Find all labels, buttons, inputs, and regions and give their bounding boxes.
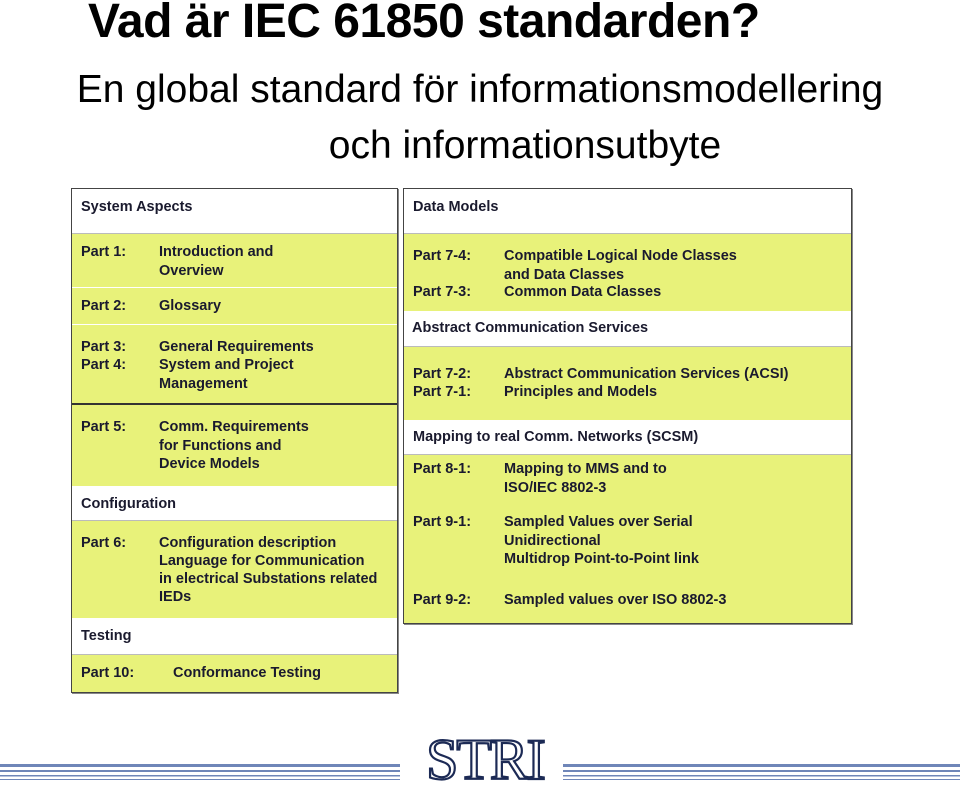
part-2-block bbox=[72, 288, 397, 325]
part-1-text: Introduction and Overview bbox=[159, 244, 274, 279]
part-7-2-text: Abstract Communication Services (ACSI) bbox=[504, 366, 789, 382]
part-7-2-7-1-block bbox=[404, 347, 851, 421]
part-4-number: Part 4: bbox=[81, 357, 127, 373]
slide-title: Vad är IEC 61850 standarden? bbox=[88, 0, 760, 48]
left-panel bbox=[71, 188, 398, 693]
part-5-number: Part 5: bbox=[81, 419, 127, 435]
system-aspects-label: System Aspects bbox=[81, 199, 193, 215]
part-7-1-number: Part 7-1: bbox=[413, 384, 472, 400]
part-2-number: Part 2: bbox=[81, 298, 127, 314]
testing-label: Testing bbox=[81, 628, 132, 644]
part-7-4-text: Compatible Logical Node Classes and Data Classes bbox=[504, 248, 737, 283]
part-7-2-number: Part 7-2: bbox=[413, 366, 472, 382]
part-1-number: Part 1: bbox=[81, 244, 127, 260]
configuration-header bbox=[72, 487, 397, 521]
subtitle-line-1: En global standard för informationsmodellering bbox=[76, 68, 884, 111]
part-7-4-7-3-block bbox=[404, 234, 851, 312]
part-9-2-number: Part 9-2: bbox=[413, 592, 472, 608]
part-10-number: Part 10: bbox=[81, 665, 135, 681]
data-models-label: Data Models bbox=[413, 199, 499, 215]
part-1-block bbox=[72, 234, 397, 288]
part-5-text: Comm. Requirements for Functions and Device Models bbox=[159, 419, 309, 472]
part-6-number: Part 6: bbox=[81, 535, 127, 551]
part-7-3-text: Common Data Classes bbox=[504, 284, 662, 300]
part-7-4-number: Part 7-4: bbox=[413, 248, 472, 264]
part-8-1-9-block bbox=[404, 455, 851, 623]
acs-label: Abstract Communication Services bbox=[412, 320, 649, 336]
part-2-text: Glossary bbox=[159, 298, 222, 314]
part-4-text: System and Project Management bbox=[159, 357, 294, 392]
part-6-text: Configuration description Language for Communication in electrical Substations related IEDs bbox=[159, 535, 378, 605]
part-6-block bbox=[72, 521, 397, 619]
part-9-2-text: Sampled values over ISO 8802-3 bbox=[504, 592, 727, 608]
stri-logo bbox=[410, 729, 560, 785]
part-7-1-text: Principles and Models bbox=[504, 384, 658, 400]
subtitle-line-2: och informationsutbyte bbox=[328, 124, 722, 167]
acs-header bbox=[404, 312, 851, 347]
right-panel bbox=[403, 188, 852, 624]
part-9-1-text: Sampled Values over Serial Unidirectional Multidrop Point-to-Point link bbox=[504, 514, 699, 567]
part-3-text: General Requirements bbox=[159, 339, 314, 355]
part-3-4-block bbox=[72, 325, 397, 405]
part-7-3-number: Part 7-3: bbox=[413, 284, 472, 300]
slide-subtitle bbox=[0, 62, 960, 174]
testing-header bbox=[72, 619, 397, 655]
part-10-block bbox=[72, 655, 397, 692]
part-9-1-number: Part 9-1: bbox=[413, 514, 472, 530]
mapping-label: Mapping to real Comm. Networks (SCSM) bbox=[413, 429, 699, 445]
data-models-header bbox=[404, 189, 851, 234]
svg-text:STRI: STRI bbox=[426, 729, 544, 785]
mapping-header bbox=[404, 421, 851, 455]
part-10-text: Conformance Testing bbox=[173, 665, 321, 681]
system-aspects-header bbox=[72, 189, 397, 234]
part-3-number: Part 3: bbox=[81, 339, 127, 355]
part-8-1-text: Mapping to MMS and to ISO/IEC 8802-3 bbox=[504, 461, 667, 496]
configuration-label: Configuration bbox=[81, 496, 177, 512]
part-5-block bbox=[72, 405, 397, 487]
part-8-1-number: Part 8-1: bbox=[413, 461, 472, 477]
